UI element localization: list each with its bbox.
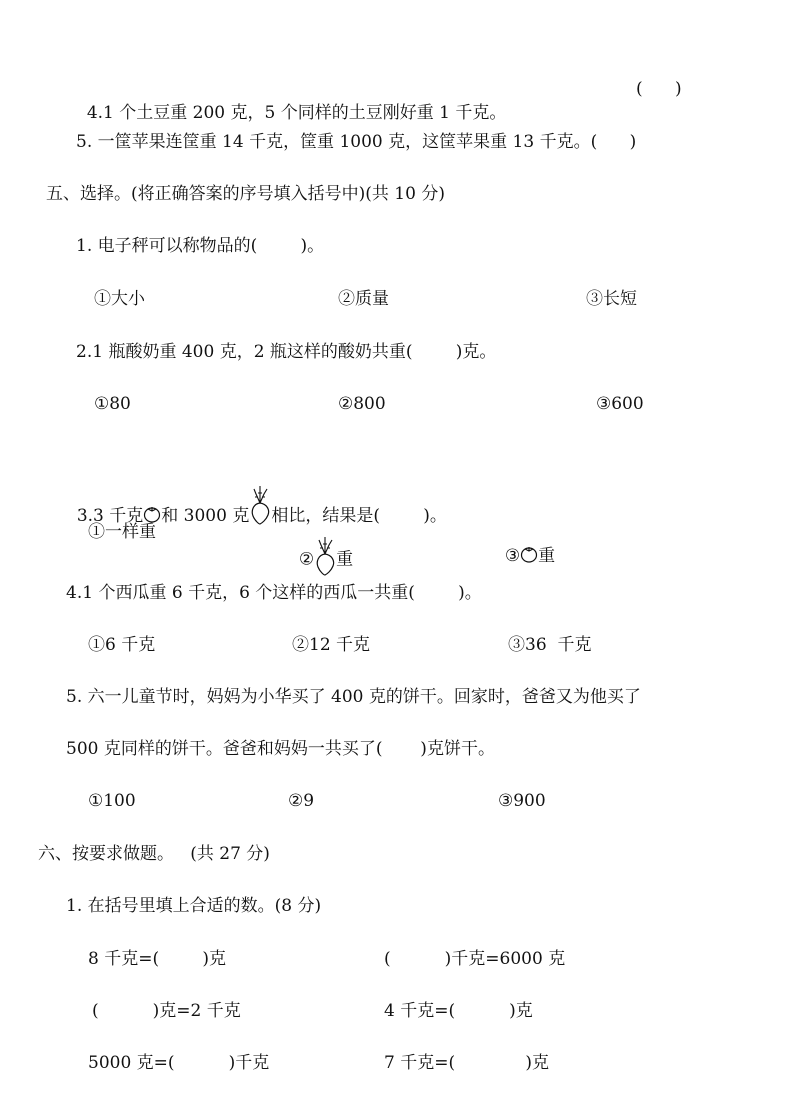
section6-q1-item-2[interactable]: ( )千克=6000 克 — [384, 949, 566, 969]
section5-q3-option-3-suffix: 重 — [538, 546, 556, 566]
judgement-q4-text: 4.1 个土豆重 200 克，5 个同样的土豆刚好重 1 千克。 — [86, 103, 507, 123]
section5-q4-option-3[interactable]: ③36 千克 — [508, 635, 592, 655]
tomato-icon — [520, 544, 538, 571]
section5-q3-option-2[interactable] — [288, 512, 353, 583]
judgement-q4 — [76, 77, 506, 125]
section6-q1-item-4[interactable]: 4 千克=( )克 — [384, 1001, 533, 1021]
section5-q2-option-3[interactable]: ③600 — [596, 394, 644, 414]
section6-q1-item-1[interactable]: 8 千克=( )克 — [88, 949, 226, 969]
section5-q3-option-2-label: ② — [298, 549, 315, 570]
section5-q4: 4.1 个西瓜重 6 千克，6 个这样的西瓜一共重( )。 — [66, 583, 482, 603]
radish-icon — [314, 536, 336, 583]
section6-q1: 1. 在括号里填上合适的数。(8 分) — [66, 896, 322, 916]
section6-title: 六、按要求做题。 (共 27 分) — [38, 844, 270, 864]
section5-q2: 2.1 瓶酸奶重 400 克，2 瓶这样的酸奶共重( )克。 — [76, 342, 497, 362]
section5-q3-part1: 3.3 千克 — [76, 506, 144, 526]
section5-title: 五、选择。(将正确答案的序号填入括号中)(共 10 分) — [46, 184, 445, 204]
section5-q5-option-3[interactable]: ③900 — [498, 791, 546, 811]
section5-q3-option-1[interactable]: ①一样重 — [88, 522, 156, 542]
section5-q3-option-3-label: ③ — [504, 546, 521, 566]
section5-q2-option-1[interactable]: ①80 — [94, 394, 131, 414]
section5-q3-option-2-suffix: 重 — [336, 549, 354, 570]
section5-q5-option-2[interactable]: ②9 — [288, 791, 315, 811]
judgement-q4-answer-paren[interactable]: ( ) — [636, 79, 682, 99]
section5-q4-option-1[interactable]: ①6 千克 — [88, 635, 156, 655]
section5-q1-option-3[interactable]: ③长短 — [586, 289, 637, 309]
section6-q1-item-6[interactable]: 7 千克=( )克 — [384, 1053, 549, 1073]
section5-q2-option-2[interactable]: ②800 — [338, 394, 386, 414]
radish-icon — [249, 485, 271, 532]
section5-q1-option-1[interactable]: ①大小 — [94, 289, 145, 309]
section5-q5-line2: 500 克同样的饼干。爸爸和妈妈一共买了( )克饼干。 — [66, 739, 495, 759]
section6-q1-item-3[interactable]: ( )克=2 千克 — [92, 1001, 241, 1021]
section5-q4-option-2[interactable]: ②12 千克 — [292, 635, 371, 655]
section5-q3-part3: 相比，结果是( )。 — [271, 506, 447, 526]
section5-q3-option-3[interactable] — [494, 520, 555, 571]
section5-q1-option-2[interactable]: ②质量 — [338, 289, 389, 309]
section5-q1: 1. 电子秤可以称物品的( )。 — [76, 236, 325, 256]
section6-q1-item-5[interactable]: 5000 克=( )千克 — [88, 1053, 270, 1073]
section5-q3-part2: 和 3000 克 — [161, 506, 250, 526]
section5-q5-option-1[interactable]: ①100 — [88, 791, 136, 811]
section5-q5-line1: 5. 六一儿童节时，妈妈为小华买了 400 克的饼干。回家时，爸爸又为他买了 — [66, 687, 641, 707]
judgement-q5: 5. 一筐苹果连筐重 14 千克，筐重 1000 克，这筐苹果重 13 千克。( ) — [76, 132, 637, 152]
